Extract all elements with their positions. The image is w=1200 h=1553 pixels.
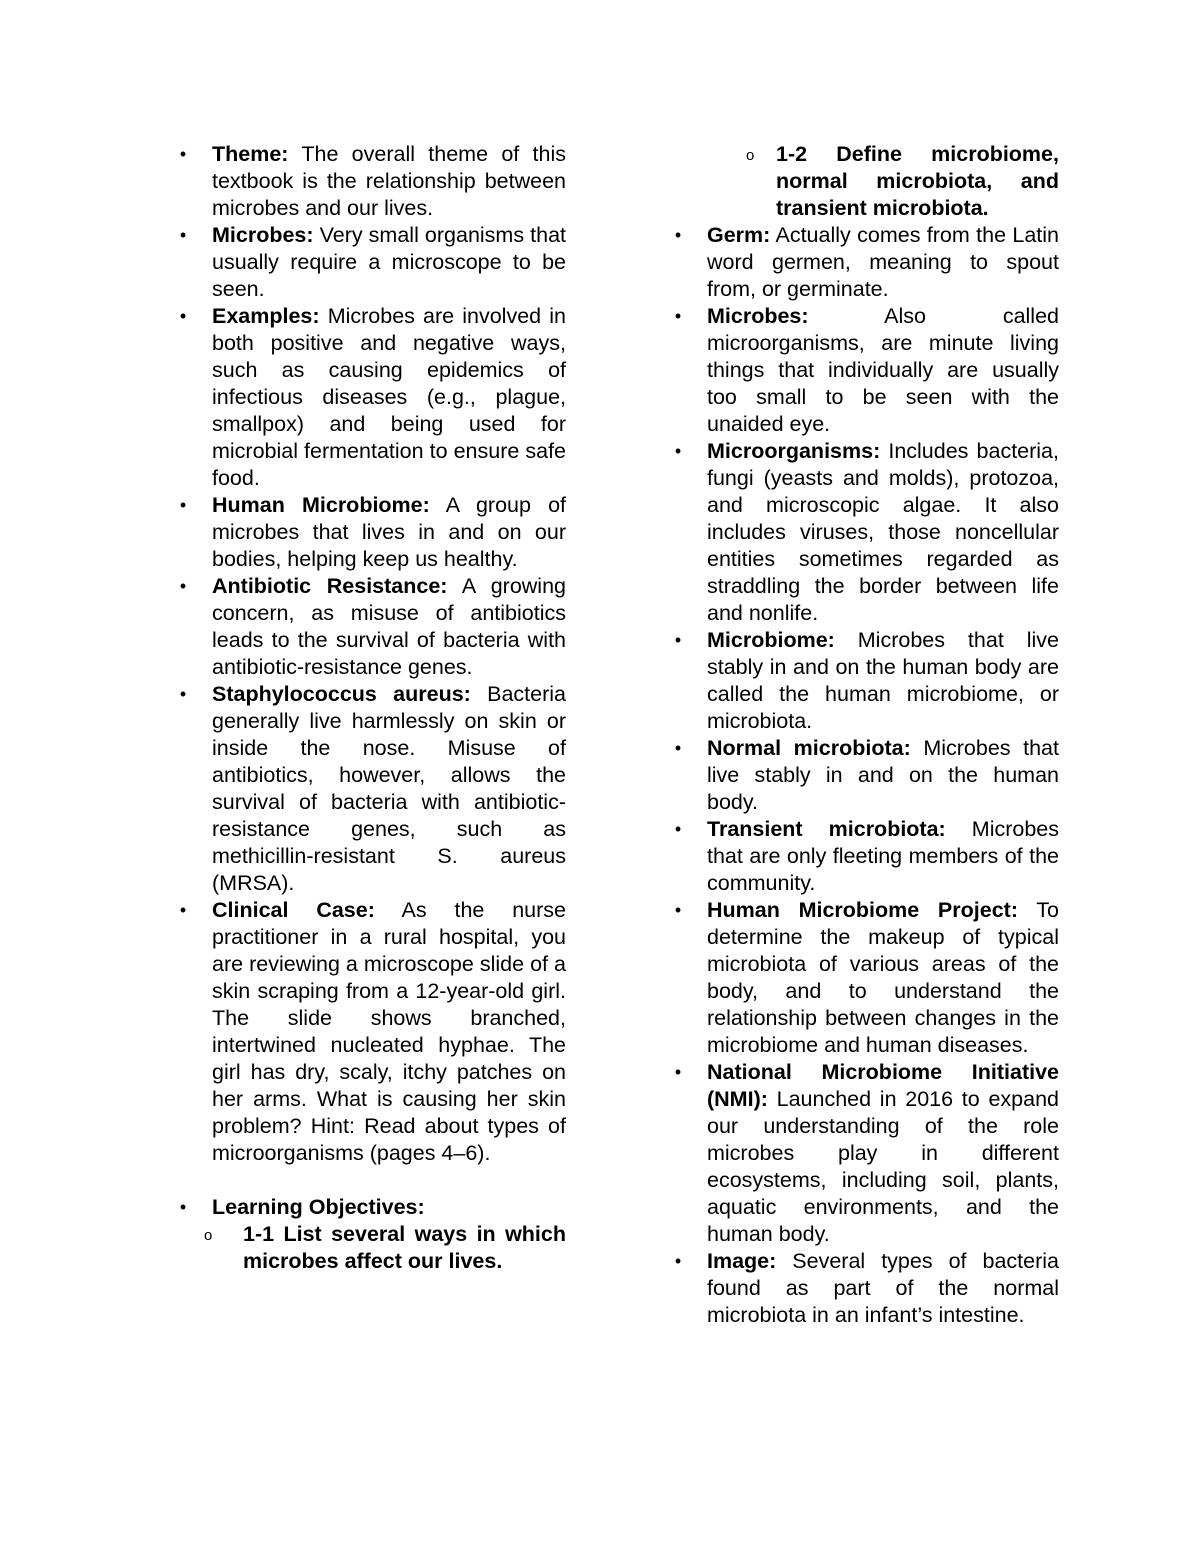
term-label: National Microbiome Initiative (NMI): (707, 1060, 1059, 1111)
bullet-item-theme (173, 141, 566, 222)
term-label: Normal microbiota: (707, 736, 911, 760)
term-description: Actually comes from the Latin word germen, meaning to spout from, or germinate. (707, 223, 1059, 301)
term-label: Microbes: (707, 304, 809, 328)
term-label: Examples: (212, 304, 320, 328)
term-label: Theme: (212, 142, 289, 166)
term-description: To determine the makeup of typical microbiota of various areas of the body, and to understand the relationship between changes in the microbiome and human diseases. (707, 898, 1060, 1057)
bullet-icon: • (674, 738, 682, 758)
bullet-item-clinical-case (173, 897, 566, 1167)
term-description: Bacteria generally live harmlessly on skin or inside the nose. Misuse of antibiotics, however, allows the survival of bacteria with antibiotic-resistance genes, such as methicillin-resistant S. aureus (MRSA). (212, 682, 566, 895)
bullet-item-human-microbiome-project (668, 897, 1059, 1059)
term-label: Microorganisms: (707, 439, 881, 463)
term-label: Microbiome: (707, 628, 835, 652)
bullet-item-national-microbiome-initiative (668, 1059, 1059, 1248)
bullet-icon: • (674, 900, 682, 920)
bullet-item-germ (668, 222, 1059, 303)
sub-bullet-icon: o (746, 147, 755, 164)
term-label: Image: (707, 1249, 777, 1273)
sub-list-container (173, 1221, 566, 1275)
sub-bullet-icon: o (204, 1227, 213, 1244)
bullet-icon: • (674, 1251, 682, 1271)
bullet-icon: • (674, 306, 682, 326)
bullet-icon: • (674, 441, 682, 461)
learning-objective-1-1 (173, 1221, 566, 1275)
term-label: Human Microbiome Project: (707, 898, 1018, 922)
right-column (668, 141, 1059, 1329)
bullet-icon: • (179, 900, 187, 920)
bullet-icon: • (179, 576, 187, 596)
bullet-icon: • (674, 819, 682, 839)
term-label: Human Microbiome: (212, 493, 430, 517)
bullet-icon: • (179, 306, 187, 326)
bullet-item-microbes (668, 303, 1059, 438)
bullet-item-normal-microbiota (668, 735, 1059, 816)
term-label: Microbes: (212, 223, 314, 247)
bullet-item-learning-objectives (173, 1194, 566, 1221)
bullet-icon: • (179, 495, 187, 515)
learning-objectives-list-continued (668, 141, 1059, 222)
term-description: Very small organisms that usually require a microscope to be seen. (212, 223, 566, 301)
term-label: Clinical Case: (212, 898, 375, 922)
bullet-icon: • (674, 1062, 682, 1082)
term-description: Launched in 2016 to expand our understanding of the role microbes play in different ecosystems, including soil, plants, aquatic environments, and the human body. (707, 1087, 1059, 1246)
left-column (173, 141, 566, 1275)
term-description: Several types of bacteria found as part of the normal microbiota in an infant’s intestine. (707, 1249, 1059, 1327)
learning-objective-1-2 (668, 141, 1059, 222)
term-label: Staphylococcus aureus: (212, 682, 471, 706)
bullet-icon: • (179, 144, 187, 164)
bullet-item-antibiotic-resistance (173, 573, 566, 681)
bullet-item-human-microbiome (173, 492, 566, 573)
term-description: Microbes are involved in both positive and negative ways, such as causing epidemics of infectious diseases (e.g., plague, smallpox) and being used for microbial fermentation to ensure safe food. (212, 304, 566, 490)
learning-objective-text: 1-1 List several ways in which microbes affect our lives. (243, 1222, 566, 1273)
bullet-item-examples (173, 303, 566, 492)
bullet-icon: • (179, 1197, 187, 1217)
bullet-item-microbes (173, 222, 566, 303)
term-description: Includes bacteria, fungi (yeasts and molds), protozoa, and microscopic algae. It also includes viruses, those noncellular entities sometimes regarded as straddling the border between life and nonlife. (707, 439, 1059, 625)
bullet-icon: • (674, 630, 682, 650)
term-description: Also called microorganisms, are minute living things that individually are usually too small to be seen with the unaided eye. (707, 304, 1059, 436)
learning-objectives-list (173, 1221, 566, 1275)
term-label: Germ: (707, 223, 771, 247)
term-description: Microbes that live stably in and on the human body are called the human microbiome, or microbiota. (707, 628, 1059, 733)
bullet-item-transient-microbiota (668, 816, 1059, 897)
bullet-item-microbiome (668, 627, 1059, 735)
bullet-item-staphylococcus-aureus (173, 681, 566, 897)
term-description: Microbes that live stably in and on the human body. (707, 736, 1059, 814)
term-label: Transient microbiota: (707, 817, 946, 841)
bullet-icon: • (674, 225, 682, 245)
learning-objective-text: 1-2 Define microbiome, normal microbiota, and transient microbiota. (776, 142, 1059, 220)
term-description: A growing concern, as misuse of antibiotics leads to the survival of bacteria with antibiotic-resistance genes. (212, 574, 566, 679)
sub-list-container (668, 141, 1059, 222)
term-label: Learning Objectives: (212, 1195, 425, 1219)
term-description: A group of microbes that lives in and on our bodies, helping keep us healthy. (212, 493, 567, 571)
bullet-icon: • (179, 684, 187, 704)
term-label: Antibiotic Resistance: (212, 574, 448, 598)
bullet-item-microorganisms (668, 438, 1059, 627)
term-description: As the nurse practitioner in a rural hospital, you are reviewing a microscope slide of a skin scraping from a 12-year-old girl. The slide shows branched, intertwined nucleated hyphae. The girl has dry, scaly, itchy patches on her arms. What is causing her skin problem? Hint: Read about types of microorganisms (pages 4–6). (212, 898, 566, 1165)
bullet-icon: • (179, 225, 187, 245)
term-description: The overall theme of this textbook is the relationship between microbes and our lives. (212, 142, 566, 220)
term-description: Microbes that are only fleeting members of the community. (707, 817, 1059, 895)
bullet-item-image (668, 1248, 1059, 1329)
